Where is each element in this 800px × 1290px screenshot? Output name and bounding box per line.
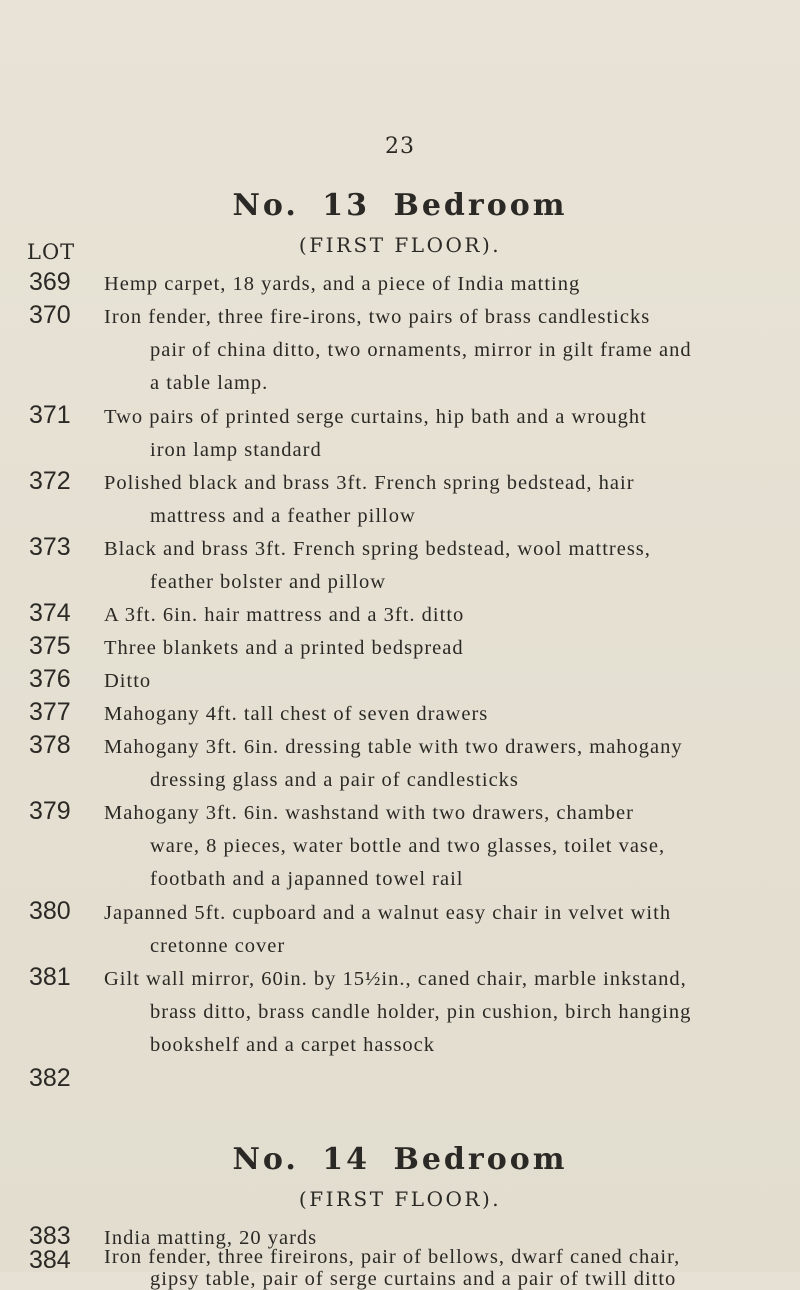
lot-description-line: Mahogany 3ft. 6in. dressing table with two drawers, mahogany [104,736,683,758]
lot-description-line: brass ditto, brass candle holder, pin cushion, birch hanging [150,1001,692,1023]
lot-description-line: Gilt wall mirror, 60in. by 15½in., caned chair, marble inkstand, [104,968,687,990]
lot-number: 381 [29,963,71,991]
lot-number: 376 [29,665,71,693]
lot-number: 384 [29,1246,71,1274]
lot-description-line: Black and brass 3ft. French spring bedstead, wool mattress, [104,538,651,560]
lot-description [104,467,744,533]
lot-description-line: footbath and a japanned towel rail [150,868,464,890]
lot-description-line: Iron fender, three fireirons, pair of bellows, dwarf caned chair, [104,1246,681,1268]
lot-description-line: Hemp carpet, 18 yards, and a piece of India matting [104,273,581,295]
lot-description-line: Two pairs of printed serge curtains, hip bath and a wrought [104,406,647,428]
lot-description [104,401,744,467]
lot-description [104,698,744,731]
lot-description-line: a table lamp. [150,372,269,394]
lot-number: 383 [29,1222,71,1250]
lot-description-line: Iron fender, three fire-irons, two pairs of brass candlesticks [104,306,651,328]
lot-description-line: India matting, 20 yards [104,1227,318,1249]
lot-number: 373 [29,533,71,561]
section-subtitle: (FIRST FLOOR). [298,1187,502,1211]
lot-number: 379 [29,797,71,825]
lot-number: 375 [29,632,71,660]
lot-description-line: cretonne cover [150,935,286,957]
lot-number: 372 [29,467,71,495]
lot-description [104,1246,744,1290]
section-title: No. 14 Bedroom [232,1142,568,1177]
lot-description-line: iron lamp standard [150,439,322,461]
lot-description [104,533,744,599]
lot-description-line: Polished black and brass 3ft. French spring bedstead, hair [104,472,635,494]
lot-description-line: Three blankets and a printed bedspread [104,637,464,659]
lot-description [104,665,744,698]
page-number: 23 [385,134,415,159]
lot-description [104,897,744,963]
lot-number: 382 [29,1064,71,1092]
lot-number: 374 [29,599,71,627]
lot-description-line: ware, 8 pieces, water bottle and two glasses, toilet vase, [150,835,666,857]
lot-description [104,599,744,632]
lot-description-line: Mahogany 4ft. tall chest of seven drawers [104,703,489,725]
lot-description [104,731,744,797]
lot-description [104,301,744,400]
lot-description-line: bookshelf and a carpet hassock [150,1034,436,1056]
lot-column-header: LOT [27,240,76,264]
lot-description-line: mattress and a feather pillow [150,505,416,527]
lot-number: 378 [29,731,71,759]
section-title: No. 13 Bedroom [232,188,568,223]
section-subtitle: (FIRST FLOOR). [298,233,502,257]
lot-description-line: Japanned 5ft. cupboard and a walnut easy chair in velvet with [104,902,672,924]
lot-description-line: pair of china ditto, two ornaments, mirror in gilt frame and [150,339,692,361]
lot-description-line: feather bolster and pillow [150,571,387,593]
lot-number: 371 [29,401,71,429]
lot-description-line: Ditto [104,670,152,692]
lot-description-line: gipsy table, pair of serge curtains and a pair of twill ditto [150,1268,677,1290]
lot-description [104,268,744,301]
lot-description-line: dressing glass and a pair of candlesticks [150,769,519,791]
lot-number: 370 [29,301,71,329]
lot-number: 377 [29,698,71,726]
lot-description [104,797,744,896]
lot-description [104,632,744,665]
lot-description-line: A 3ft. 6in. hair mattress and a 3ft. ditto [104,604,465,626]
lot-number: 380 [29,897,71,925]
lot-description [104,963,744,1062]
lot-number: 369 [29,268,71,296]
lot-description-line: Mahogany 3ft. 6in. washstand with two drawers, chamber [104,802,634,824]
